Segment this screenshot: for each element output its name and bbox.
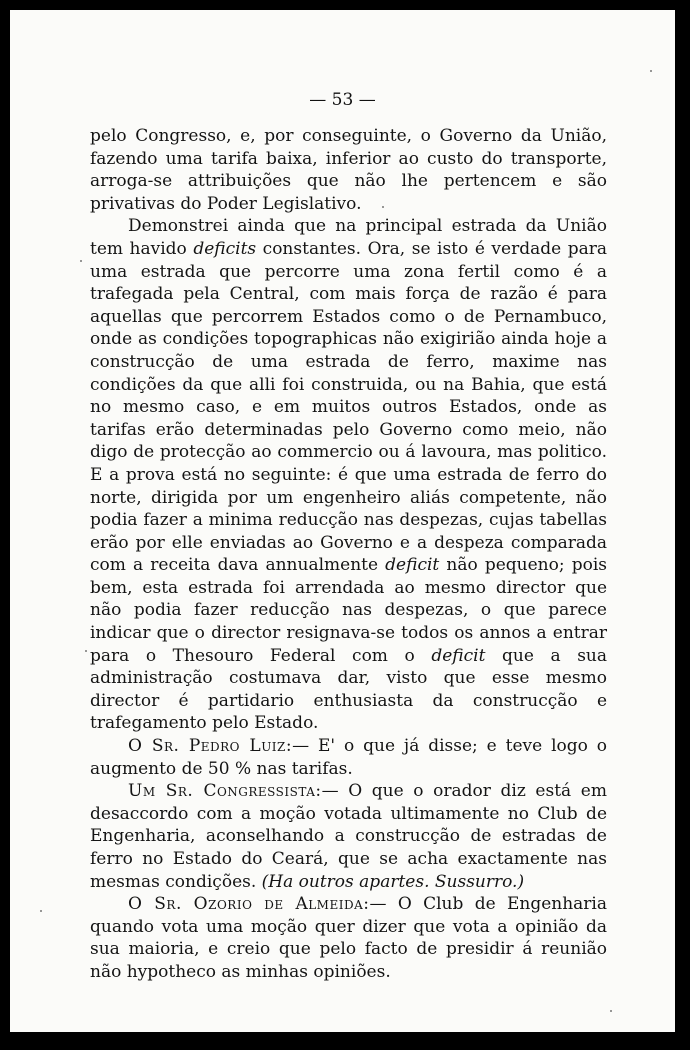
speaker-ozorio-de-almeida: O Sr. Ozorio de Almeida: <box>128 894 370 915</box>
paragraph-5 <box>90 893 607 983</box>
paragraph-2-part-2: constantes. Ora, se isto é verdade para uma estrada que percorre uma zona fertil como é a trafegada pela Central, com mais força de razão é para aquellas que percorrem Estados como o de Pernambuco, onde as condições topographicas não exigirião ainda hoje a construcção de uma estrada de ferro, maxime nas condições da que alli foi construida, ou na Bahia, que está no mesmo caso, e em muitos outros Estados, onde as tarifas erão determinadas pelo Governo como meio, não digo de protecção ao commercio ou á lavoura, mas politico. E a prova está no seguinte: é que uma estrada de ferro do norte, dirigida por um engenheiro aliás competente, não podia fazer a minima reducção nas despezas, cujas tabellas erão por elle enviadas ao Governo e a despeza comparada com a receita dava annualmente <box>90 238 607 576</box>
scan-speck <box>80 260 82 262</box>
scan-speck <box>85 650 87 652</box>
deficit-term-2: deficit <box>431 645 486 666</box>
speaker-congressista: Um Sr. Congressista: <box>128 781 322 802</box>
deficit-term-1: deficit <box>385 555 440 576</box>
scanned-page <box>10 10 675 1032</box>
text-column <box>90 125 607 984</box>
paragraph-2-part-4: que a sua administração costumava dar, visto que esse mesmo director é partidario enthusiasta da construcção e trafegamento pelo Estado. <box>90 645 607 734</box>
paragraph-2-part-3: não pequeno; pois bem, esta estrada foi arrendada ao mesmo director que não podia fazer reducção nas despezas, o que parece indicar que o director resignava-se todos os annos a entrar para o Thesouro Federal com o <box>90 555 607 666</box>
deficits-term: deficits <box>193 238 257 259</box>
paragraph-3 <box>90 735 607 780</box>
scan-speck <box>382 206 384 208</box>
scan-speck <box>650 70 652 72</box>
speaker-pedro-luiz: O Sr. Pedro Luiz: <box>128 736 293 757</box>
page-number: — 53 — <box>309 90 376 110</box>
paragraph-4 <box>90 780 607 893</box>
paragraph-3-text: — E' o que já disse; e teve logo o augmento de 50 % nas tarifas. <box>90 736 608 779</box>
scan-speck <box>40 910 42 912</box>
paragraph-4-text: — O que o orador diz está em desaccordo com a moção votada ultimamente no Club de Engenharia, aconselhando a construcção de estradas de ferro no Estado do Ceará, que se acha exactamente nas mesmas condições. <box>90 781 607 892</box>
stage-direction: (Ha outros apartes. Sussurro.) <box>261 871 525 892</box>
paragraph-2-part-1: Demonstrei ainda que na principal estrada da União tem havido <box>90 216 607 259</box>
paragraph-5-text: — O Club de Engenharia quando vota uma moção quer dizer que vota a opinião da sua maioria, e creio que pelo facto de presidir á reunião não hypotheco as minhas opiniões. <box>90 894 607 982</box>
paragraph-1: pelo Congresso, e, por conseguinte, o Governo da União, fazendo uma tarifa baixa, inferior ao custo do transporte, arroga-se attribuições que não lhe pertencem e são privativas do Poder Legislativo. <box>90 126 607 214</box>
paragraph-2 <box>90 215 607 735</box>
scan-speck <box>610 1010 612 1012</box>
